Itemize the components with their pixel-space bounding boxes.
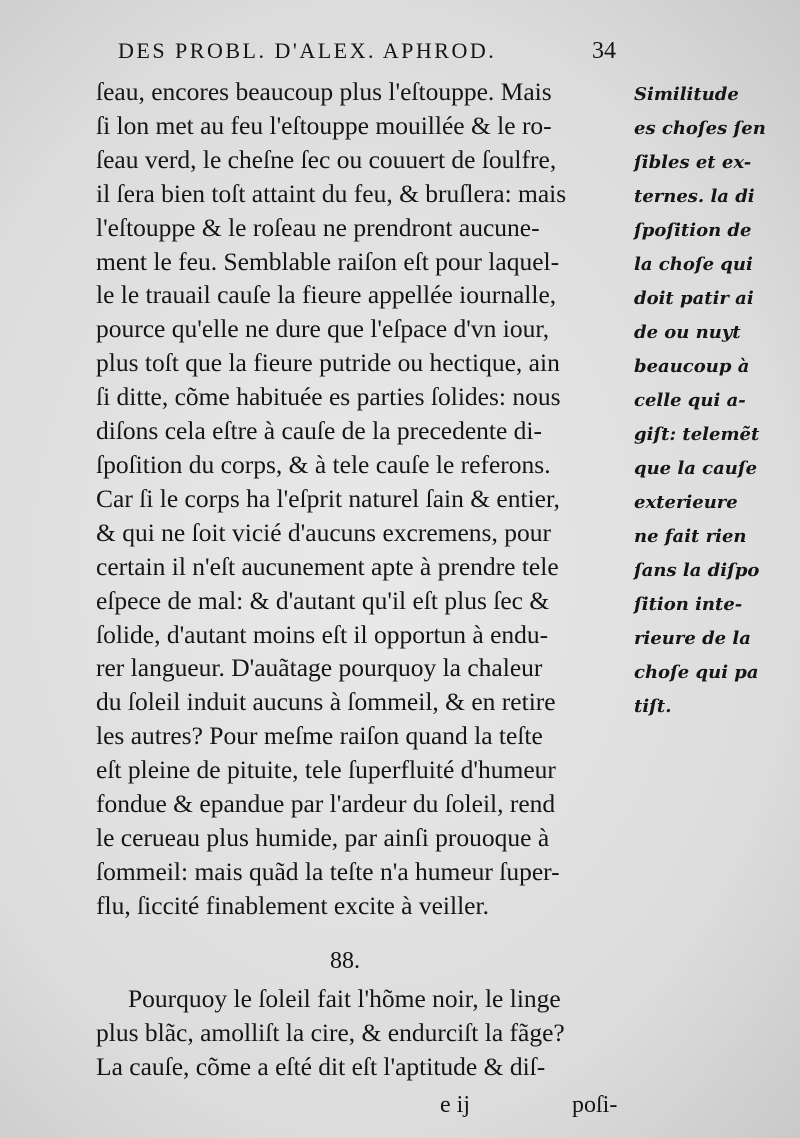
running-head: DES PROBL. D'ALEX. APHROD.	[118, 38, 497, 63]
text-line: ſi lon met au feu l'eſtouppe mouillée & le ro-	[96, 110, 552, 140]
text-line: ſeau, encores beaucoup plus l'eſtouppe. Mais	[96, 77, 552, 106]
margin-note-line: la choſe qui	[634, 254, 753, 275]
margin-note-line: tiſt.	[634, 696, 672, 717]
text-line: eſt pleine de pituite, tele ſuperfluité d'humeur	[96, 755, 556, 785]
section-text-block	[96, 982, 636, 1084]
main-text-block	[96, 75, 636, 923]
margin-note-line: rieure de la	[634, 628, 751, 649]
text-line: eſpece de mal: & d'autant qu'il eſt plus ſec &	[96, 585, 550, 615]
text-line: ſommeil: mais quãd la teſte n'a humeur ſuper-	[96, 856, 560, 886]
margin-note-line: es choſes ſen	[634, 118, 766, 139]
margin-note-line: ſibles et ex-	[634, 152, 752, 173]
margin-note-line: celle qui a-	[634, 390, 746, 411]
text-line: Car ſi le corps ha l'eſprit naturel ſain & entier,	[96, 483, 560, 513]
text-line: certain il n'eſt aucunement apte à prendre tele	[96, 551, 559, 581]
text-line: le le trauail cauſe la fieure appellée iournalle,	[96, 280, 557, 310]
margin-note-line: exterieure	[634, 492, 738, 513]
text-line: pource qu'elle ne dure que l'eſpace d'vn iour,	[96, 314, 550, 344]
text-line: & qui ne ſoit vicié d'aucuns excremens, pour	[96, 517, 551, 547]
margin-note-line: ne fait rien	[634, 526, 747, 547]
margin-note-line: que la cauſe	[634, 458, 758, 479]
margin-note-line: choſe qui pa	[634, 662, 759, 683]
margin-note-line: Similitude	[634, 84, 739, 105]
text-line: ment le feu. Semblable raiſon eſt pour laquel-	[96, 246, 560, 276]
marginal-note	[634, 78, 794, 724]
page-number: 34	[592, 38, 616, 64]
margin-note-line: ternes. la di	[634, 186, 755, 207]
margin-note-line: ſpoſition de	[634, 220, 752, 241]
text-line: du ſoleil induit aucuns à ſommeil, & en retire	[96, 687, 556, 717]
margin-note-line: de ou nuyt	[634, 322, 741, 343]
text-line: il ſera bien toſt attaint du feu, & bruſlera: mais	[96, 178, 567, 208]
text-line: l'eſtouppe & le roſeau ne prendront aucune-	[96, 212, 540, 242]
margin-note-line: doit patir ai	[634, 288, 754, 309]
text-line: le cerueau plus humide, par ainſi prouoque à	[96, 822, 550, 852]
section-number: 88.	[330, 948, 360, 974]
text-line: ſolide, d'autant moins eſt il opportun à endu-	[96, 619, 549, 649]
signature-mark: e ij	[440, 1092, 470, 1118]
text-line: ſpoſition du corps, & à tele cauſe le referons.	[96, 449, 551, 479]
section-text-line: plus blãc, amolliſt la cire, & endurciſt la fãge?	[96, 1018, 565, 1047]
text-line: ſeau verd, le cheſne ſec ou couuert de ſoulfre,	[96, 144, 557, 174]
text-line: plus toſt que la fieure putride ou hectique, ain	[96, 348, 560, 378]
margin-note-line: ſition inte-	[634, 594, 743, 615]
text-line: diſons cela eſtre à cauſe de la precedente di-	[96, 416, 543, 446]
text-line: rer langueur. D'auãtage pourquoy la chaleur	[96, 653, 543, 683]
margin-note-line: ſans la diſpo	[634, 560, 760, 581]
catchword: poſi-	[572, 1092, 618, 1118]
text-line: fondue & epandue par l'ardeur du ſoleil, rend	[96, 789, 556, 819]
section-text-line: Pourquoy le ſoleil fait l'hõme noir, le linge	[128, 984, 561, 1013]
margin-note-line: beaucoup à	[634, 356, 750, 377]
text-line: ſi ditte, cõme habituée es parties ſolides: nous	[96, 382, 561, 412]
section-text-line: La cauſe, cõme a eſté dit eſt l'aptitude & diſ-	[96, 1052, 546, 1081]
text-line: flu, ſiccité finablement excite à veiller.	[96, 890, 489, 920]
margin-note-line: giſt: telemẽt	[634, 424, 760, 445]
text-line: les autres? Pour meſme raiſon quand la teſte	[96, 721, 543, 751]
